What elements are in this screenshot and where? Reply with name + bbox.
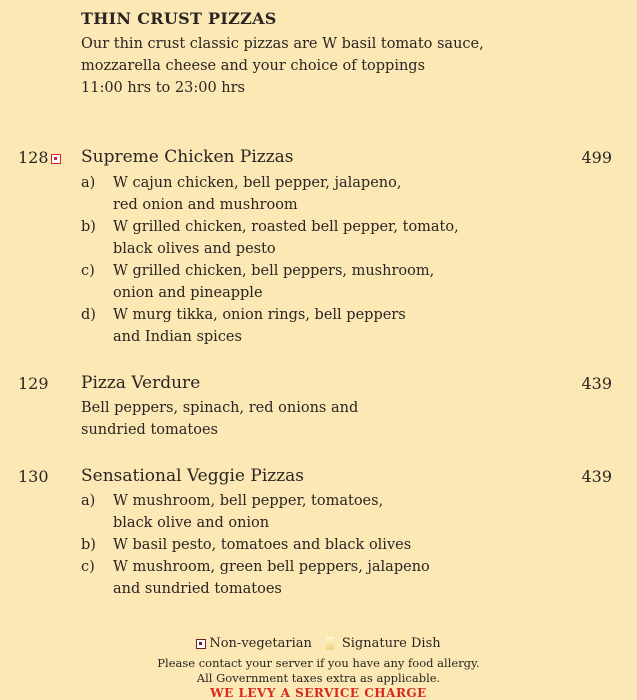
option-label: b) — [81, 219, 96, 235]
allergy-note: Please contact your server if you have any food allergy. — [157, 656, 480, 670]
option-text: W grilled chicken, bell peppers, mushroom, — [113, 263, 435, 279]
option-text: W mushroom, green bell peppers, jalapeno — [113, 559, 430, 575]
option-text: black olive and onion — [113, 515, 270, 531]
item-name: Sensational Veggie Pizzas — [81, 466, 305, 486]
option-text: W cajun chicken, bell pepper, jalapeno, — [113, 175, 402, 191]
non-veg-icon — [51, 154, 61, 164]
legend-nonveg-label: Non-vegetarian — [209, 636, 312, 651]
section-intro-1: Our thin crust classic pizzas are W basil tomato sauce, — [81, 36, 484, 52]
option-label: c) — [81, 263, 95, 279]
option-label: a) — [81, 175, 96, 191]
option-text: and Indian spices — [113, 329, 242, 345]
item-description: sundried tomatoes — [81, 422, 218, 438]
signature-dish-icon — [326, 637, 334, 650]
option-text: W basil pesto, tomatoes and black olives — [113, 537, 412, 553]
non-veg-icon — [196, 639, 206, 649]
service-charge-notice: WE LEVY A SERVICE CHARGE — [210, 686, 427, 700]
option-text: W murg tikka, onion rings, bell peppers — [113, 307, 406, 323]
item-description: Bell peppers, spinach, red onions and — [81, 400, 359, 416]
section-intro-2: mozzarella cheese and your choice of toppings — [81, 58, 426, 74]
option-text: onion and pineapple — [113, 285, 263, 301]
option-text: W grilled chicken, roasted bell pepper, tomato, — [113, 219, 459, 235]
item-number: 129 — [18, 374, 49, 393]
item-price: 439 — [581, 374, 612, 393]
option-text: W mushroom, bell pepper, tomatoes, — [113, 493, 384, 509]
item-name: Supreme Chicken Pizzas — [81, 147, 294, 167]
item-name: Pizza Verdure — [81, 373, 201, 393]
option-text: red onion and mushroom — [113, 197, 298, 213]
legend — [0, 637, 637, 651]
option-text: black olives and pesto — [113, 241, 276, 257]
section-hours: 11:00 hrs to 23:00 hrs — [81, 80, 245, 96]
option-text: and sundried tomatoes — [113, 581, 282, 597]
option-label: c) — [81, 559, 95, 575]
option-label: a) — [81, 493, 96, 509]
legend-signature-label: Signature Dish — [341, 636, 441, 651]
section-title: THIN CRUST PIZZAS — [81, 9, 277, 28]
item-number: 130 — [18, 467, 49, 486]
tax-note: All Government taxes extra as applicable. — [196, 671, 441, 685]
option-label: d) — [81, 307, 96, 323]
item-price: 439 — [581, 467, 612, 486]
item-number: 128 — [18, 148, 49, 167]
item-price: 499 — [581, 148, 612, 167]
option-label: b) — [81, 537, 96, 553]
